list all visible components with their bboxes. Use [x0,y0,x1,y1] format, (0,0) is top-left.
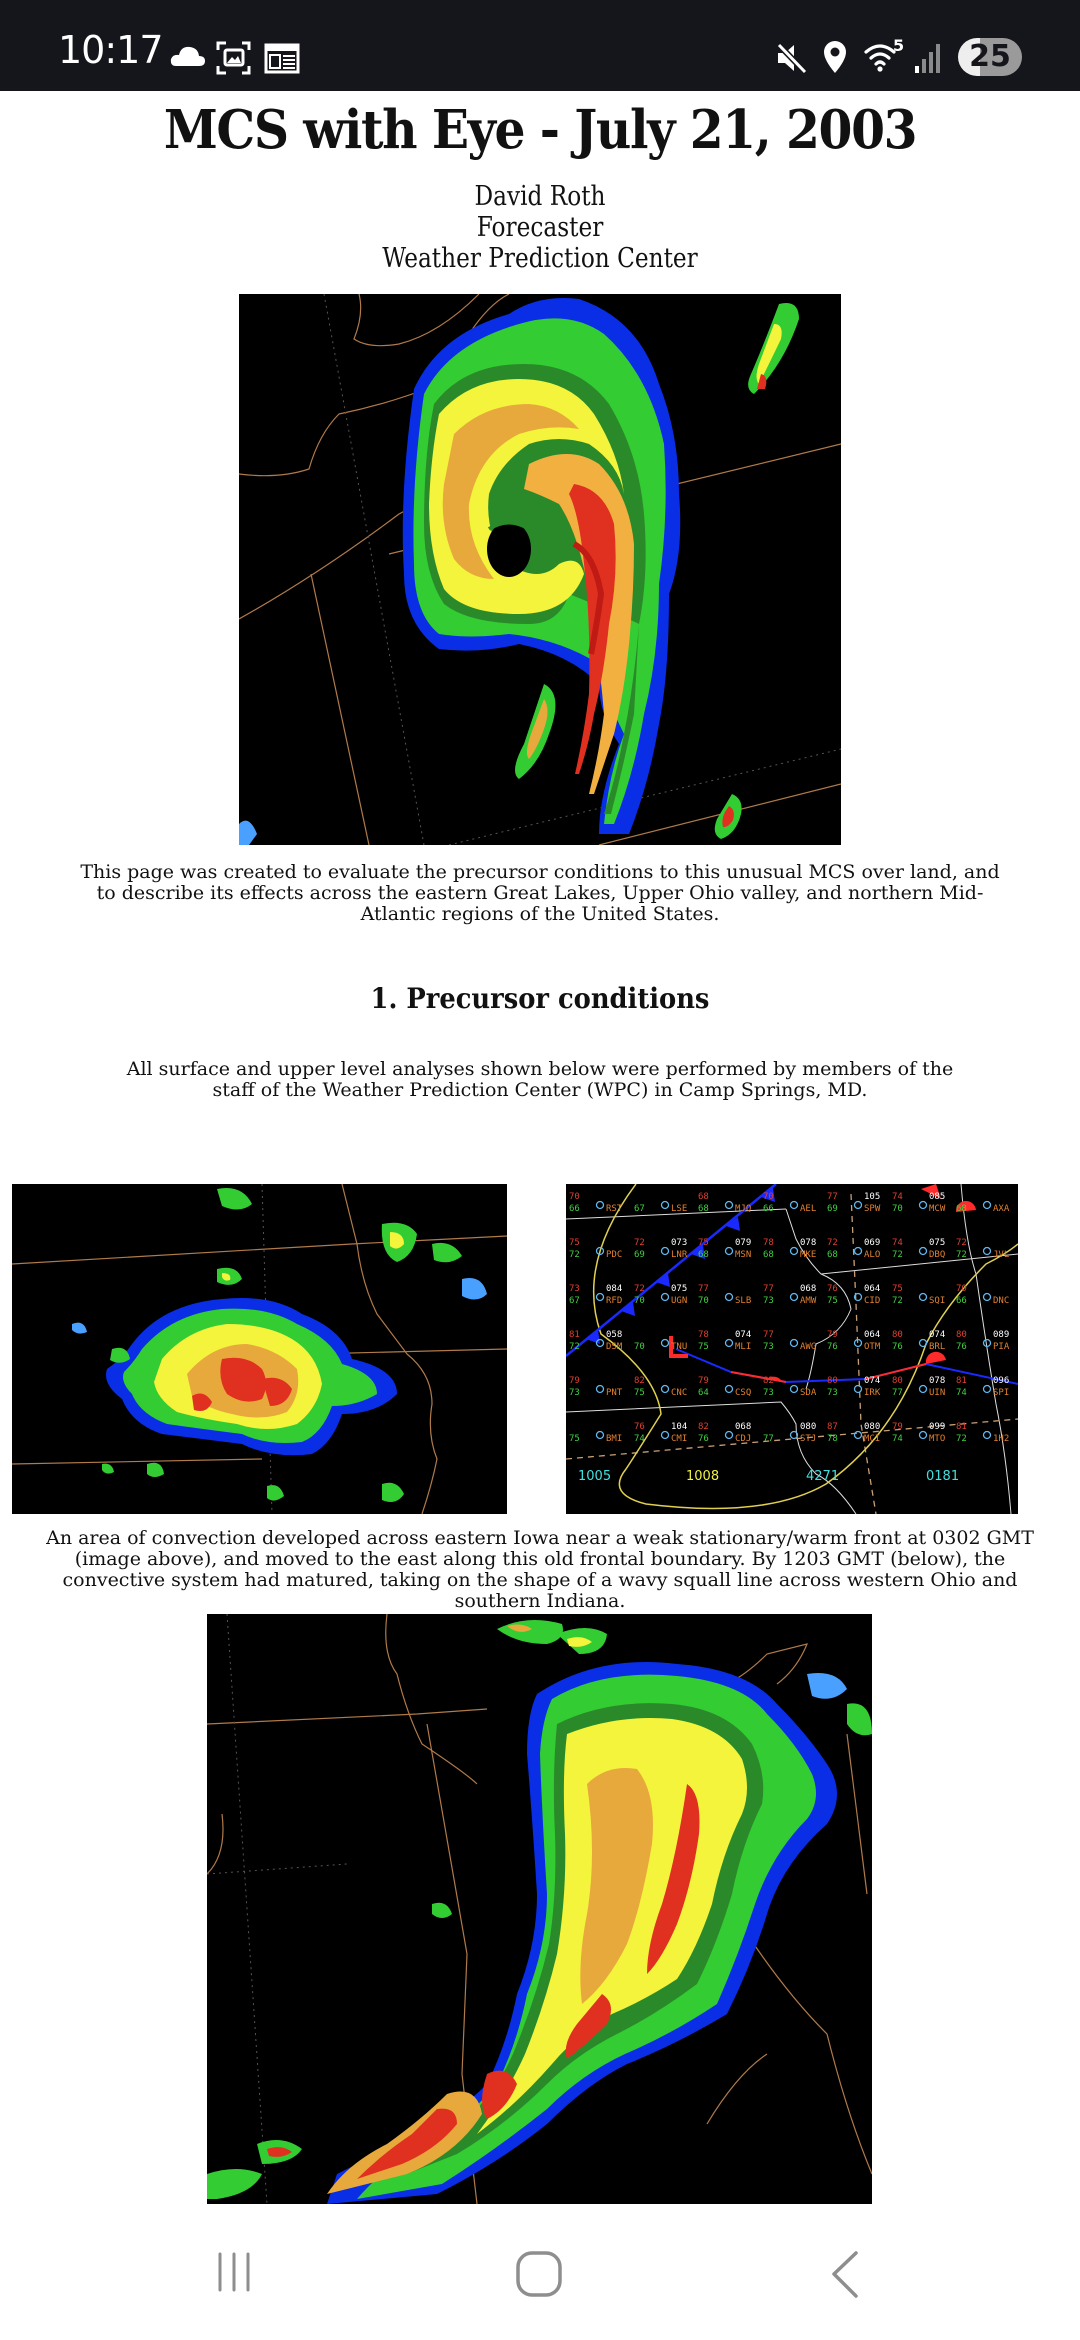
station-plot-lse [634,1202,687,1215]
station-id: SLB [735,1296,752,1306]
station-dewpoint: 68 [956,1204,967,1214]
station-id: RST [606,1204,623,1214]
station-dewpoint: 72 [956,1434,967,1444]
station-plot-mli [698,1330,751,1352]
station-pressure: 075 [671,1284,688,1294]
station-pressure: 096 [993,1376,1010,1386]
station-temp: 82 [634,1376,645,1386]
station-plot-cnc [634,1376,687,1398]
station-dewpoint: 72 [569,1342,580,1352]
station-id: ALO [864,1250,881,1260]
radar-squall-line-graphic [207,1614,872,2204]
station-id: LSE [671,1204,688,1214]
station-pressure: 105 [864,1192,881,1202]
station-circle [726,1294,733,1301]
station-plot-dnc [956,1284,1009,1306]
station-id: JVL [993,1250,1010,1260]
station-circle [726,1386,733,1393]
home-icon[interactable] [514,2250,564,2300]
station-circle [726,1432,733,1439]
station-temp: 76 [827,1284,838,1294]
station-id: CMI [671,1434,688,1444]
station-id: SDA [800,1388,817,1398]
radar-iowa-convection-graphic [12,1184,507,1514]
station-dewpoint: 67 [634,1204,645,1214]
station-temp: 82 [698,1422,709,1432]
author-role: Forecaster [476,212,604,243]
station-circle [920,1248,927,1255]
station-id: RFD [606,1296,623,1306]
station-circle [597,1294,604,1301]
station-pressure: 080 [864,1422,881,1432]
station-id: SQI [929,1296,946,1306]
station-circle [984,1386,991,1393]
station-circle [726,1202,733,1209]
station-id: CSQ [735,1388,752,1398]
station-circle [984,1432,991,1439]
pressure-label-1008: 1008 [686,1469,720,1484]
station-pressure: 058 [606,1330,623,1340]
station-circle [597,1202,604,1209]
station-id: MTO [929,1434,946,1444]
station-id: PIA [993,1342,1010,1352]
station-plot-axa [956,1202,1010,1215]
station-temp: 72 [634,1284,645,1294]
station-plot-ael [763,1192,816,1214]
station-temp: 78 [763,1238,774,1248]
station-temp: 78 [698,1330,709,1340]
station-id: AWG [800,1342,817,1352]
author-name: David Roth [474,181,606,212]
caption-paragraph: An area of convection developed across eastern Iowa near a weak stationary/warm front at 0302 GMT (image above), and moved to the east along this old frontal boundary. By 1203 GMT (below), the convective system had matured, taking on the shape of a wavy squall line across western Ohio and southern Indiana. [46,1527,1034,1612]
station-plot-stj [763,1422,816,1444]
station-temp: 79 [698,1376,709,1386]
station-temp: 74 [892,1238,903,1248]
station-id: SPW [864,1204,881,1214]
station-id: TNU [671,1342,688,1352]
station-temp: 77 [698,1284,709,1294]
station-plot-mke [763,1238,816,1260]
station-dewpoint: 68 [698,1204,709,1214]
station-plot-spw [827,1192,881,1214]
station-circle [984,1294,991,1301]
station-circle [855,1386,862,1393]
station-temp: 79 [569,1376,580,1386]
station-circle [984,1202,991,1209]
station-id: PNT [606,1388,623,1398]
back-icon[interactable] [826,2250,862,2298]
station-pressure: 064 [864,1330,881,1340]
station-circle [791,1294,798,1301]
station-temp: 72 [634,1238,645,1248]
station-dewpoint: 73 [569,1388,580,1398]
station-temp: 76 [634,1422,645,1432]
station-temp: 81 [569,1330,580,1340]
station-dewpoint: 64 [698,1388,709,1398]
station-plot-slb [698,1284,751,1306]
station-id: DSM [606,1342,623,1352]
station-dewpoint: 67 [569,1296,580,1306]
station-plot-lnr [634,1238,688,1260]
station-circle [920,1340,927,1347]
station-circle [662,1340,669,1347]
station-dewpoint: 76 [892,1342,903,1352]
station-dewpoint: 74 [892,1434,903,1444]
station-dewpoint: 69 [827,1204,838,1214]
station-dewpoint: 75 [827,1296,838,1306]
station-plot-bmi [569,1432,622,1445]
station-temp: 80 [892,1376,903,1386]
station-plot-cdj [698,1422,751,1444]
station-plot-amw [763,1284,817,1306]
station-dewpoint: 68 [763,1250,774,1260]
station-circle [726,1340,733,1347]
station-plot-dbq [892,1238,945,1260]
station-temp: 75 [698,1238,709,1248]
station-pressure: 085 [929,1192,946,1202]
station-pressure: 074 [735,1330,752,1340]
station-temp: 87 [827,1422,838,1432]
station-id: BMI [606,1434,623,1444]
station-circle [597,1432,604,1439]
station-dewpoint: 73 [763,1296,774,1306]
station-temp: 77 [763,1284,774,1294]
station-temp: 72 [827,1238,838,1248]
station-id: MLI [735,1342,752,1352]
station-plot-jvl [956,1238,1009,1260]
station-dewpoint: 73 [827,1388,838,1398]
station-dewpoint: 75 [569,1434,580,1444]
station-pressure: 089 [993,1330,1010,1340]
station-id: AMW [800,1296,817,1306]
station-id: MCW [929,1204,946,1214]
station-circle [920,1432,927,1439]
signal-icon [914,42,944,74]
station-dewpoint: 75 [634,1388,645,1398]
station-circle [662,1432,669,1439]
station-dewpoint: 68 [698,1250,709,1260]
station-pressure: 079 [735,1238,752,1248]
station-dewpoint: 74 [634,1434,645,1444]
station-temp: 68 [698,1192,709,1202]
station-pressure: 068 [800,1284,817,1294]
station-pressure: 104 [671,1422,688,1432]
station-dewpoint: 66 [569,1204,580,1214]
station-pressure: 073 [671,1238,688,1248]
station-circle [726,1248,733,1255]
station-circle [855,1248,862,1255]
station-pressure: 078 [800,1238,817,1248]
station-id: STJ [800,1434,817,1444]
station-circle [920,1294,927,1301]
station-dewpoint: 73 [763,1342,774,1352]
station-dewpoint: 66 [956,1296,967,1306]
station-temp: 72 [956,1238,967,1248]
station-id: PDC [606,1250,623,1260]
station-plot-mjq [698,1192,751,1214]
station-plot-uin [892,1376,945,1398]
surface-analysis-map-image[interactable] [566,1184,1018,1514]
screenshot-icon [216,40,252,76]
station-circle [791,1386,798,1393]
station-id: UIN [929,1388,946,1398]
station-plot-msn [698,1238,751,1260]
station-pressure: 078 [929,1376,946,1386]
station-circle [662,1386,669,1393]
author-org: Weather Prediction Center [382,243,698,274]
station-circle [662,1248,669,1255]
station-plot-cmi [634,1422,687,1444]
location-icon [822,40,848,74]
station-dewpoint: 76 [827,1342,838,1352]
station-temp: 73 [569,1284,580,1294]
station-temp: 70 [569,1192,580,1202]
station-id: AXA [993,1204,1010,1214]
station-temp: 79 [892,1422,903,1432]
station-plot-mto [892,1422,945,1444]
station-temp: 77 [763,1330,774,1340]
intro-paragraph: This page was created to evaluate the precursor conditions to this unusual MCS over land, and to describe its effects across the eastern Great Lakes, Upper Ohio valley, and northern Mid-Atlantic regions of the United States. [80,861,1000,925]
station-id: CNC [671,1388,688,1398]
station-id: MJQ [735,1204,752,1214]
station-temp: 75 [569,1238,580,1248]
station-plot-pia [956,1330,1010,1352]
station-pressure: 068 [735,1422,752,1432]
station-dewpoint: 75 [698,1342,709,1352]
station-dewpoint: 66 [763,1204,774,1214]
station-dewpoint: 70 [892,1204,903,1214]
station-id: MSN [735,1250,752,1260]
wifi-label: 5 [893,36,905,55]
station-temp: 79 [827,1330,838,1340]
station-id: DNC [993,1296,1010,1306]
station-id: BRL [929,1342,946,1352]
station-dewpoint: 69 [634,1250,645,1260]
station-id: MCI [864,1434,881,1444]
section-note: All surface and upper level analyses shown below were performed by members of the staff of the Weather Prediction Center (WPC) in Camp Springs, MD. [126,1058,954,1101]
station-plot-pnt [569,1376,623,1398]
station-circle [855,1202,862,1209]
station-id: AEL [800,1204,817,1214]
station-plot-sqi [892,1284,945,1306]
station-id: CDJ [735,1434,752,1444]
station-temp: 82 [763,1376,774,1386]
station-dewpoint: 70 [634,1296,645,1306]
station-dewpoint: 73 [763,1388,774,1398]
station-dewpoint: 76 [956,1342,967,1352]
surface-analysis-map-graphic [566,1184,1018,1514]
station-plot-tnu [634,1340,687,1353]
station-plot-brl [892,1330,945,1352]
station-pressure: 074 [929,1330,946,1340]
station-dewpoint: 77 [892,1388,903,1398]
station-temp: 70 [763,1192,774,1202]
station-plot-awg [763,1330,816,1352]
station-dewpoint: 76 [698,1434,709,1444]
station-circle [791,1202,798,1209]
station-plot-spi [956,1376,1009,1398]
station-circle [855,1432,862,1439]
station-pressure: 075 [929,1238,946,1248]
radar-mcs-eye-image[interactable] [239,294,841,845]
station-id: OTM [864,1342,881,1352]
station-id: DBQ [929,1250,946,1260]
station-plot-pdc [569,1238,622,1260]
status-time: 10:17 [58,28,163,72]
station-id: IRK [864,1388,881,1398]
station-dewpoint: 70 [634,1342,645,1352]
station-plot-cid [827,1284,880,1306]
station-plot-rfd [569,1284,622,1306]
battery-indicator: 25 [958,38,1022,76]
station-pressure: 074 [864,1376,881,1386]
navigation-bar [0,2210,1080,2340]
radar-iowa-convection-image[interactable] [12,1184,507,1514]
map-label-4271: 4271 [806,1469,840,1484]
radar-squall-line-image[interactable] [207,1614,872,2204]
station-circle [920,1386,927,1393]
section-heading-precursor: 1. Precursor conditions [370,982,710,1015]
calendar-icon [264,42,300,74]
map-label-0181: 0181 [926,1469,960,1484]
station-pressure: 084 [606,1284,623,1294]
station-temp: 81 [956,1376,967,1386]
station-dewpoint: 74 [956,1388,967,1398]
status-bar [0,0,1080,91]
author-block [76,181,1005,274]
station-dewpoint: 77 [763,1434,774,1444]
station-temp: 77 [827,1192,838,1202]
pressure-label-low: 1005 [578,1469,612,1484]
station-dewpoint: 72 [892,1250,903,1260]
station-circle [920,1202,927,1209]
station-circle [662,1294,669,1301]
cloud-icon [170,44,206,68]
station-dewpoint: 72 [956,1250,967,1260]
station-dewpoint: 70 [698,1296,709,1306]
station-circle [791,1340,798,1347]
station-plot-mcw [892,1192,946,1214]
station-temp: 74 [892,1192,903,1202]
station-dewpoint: 78 [827,1434,838,1444]
station-circle [984,1248,991,1255]
station-pressure: 064 [864,1284,881,1294]
recents-icon[interactable] [214,2250,258,2294]
station-id: SPI [993,1388,1010,1398]
station-circle [791,1248,798,1255]
station-dewpoint: 72 [892,1296,903,1306]
station-id: LNR [671,1250,688,1260]
station-temp: 70 [956,1284,967,1294]
station-plot-otm [827,1330,881,1352]
station-id: MKE [800,1250,817,1260]
station-circle [597,1386,604,1393]
radar-mcs-eye-graphic [239,294,841,845]
station-dewpoint: 68 [827,1250,838,1260]
station-dewpoint: 72 [569,1250,580,1260]
station-id: 1H2 [993,1434,1010,1444]
station-temp: 75 [892,1284,903,1294]
station-temp: 80 [827,1376,838,1386]
station-temp: 80 [892,1330,903,1340]
page-title: MCS with Eye - July 21, 2003 [163,99,917,161]
station-pressure: 080 [800,1422,817,1432]
station-id: CID [864,1296,881,1306]
mute-icon [776,42,808,74]
station-plot-csq [698,1376,751,1398]
station-pressure: 069 [864,1238,881,1248]
station-temp: 81 [956,1422,967,1432]
station-temp: 80 [956,1330,967,1340]
station-id: UGN [671,1296,688,1306]
station-circle [662,1202,669,1209]
station-pressure: 099 [929,1422,946,1432]
station-plot-rst [569,1192,623,1214]
